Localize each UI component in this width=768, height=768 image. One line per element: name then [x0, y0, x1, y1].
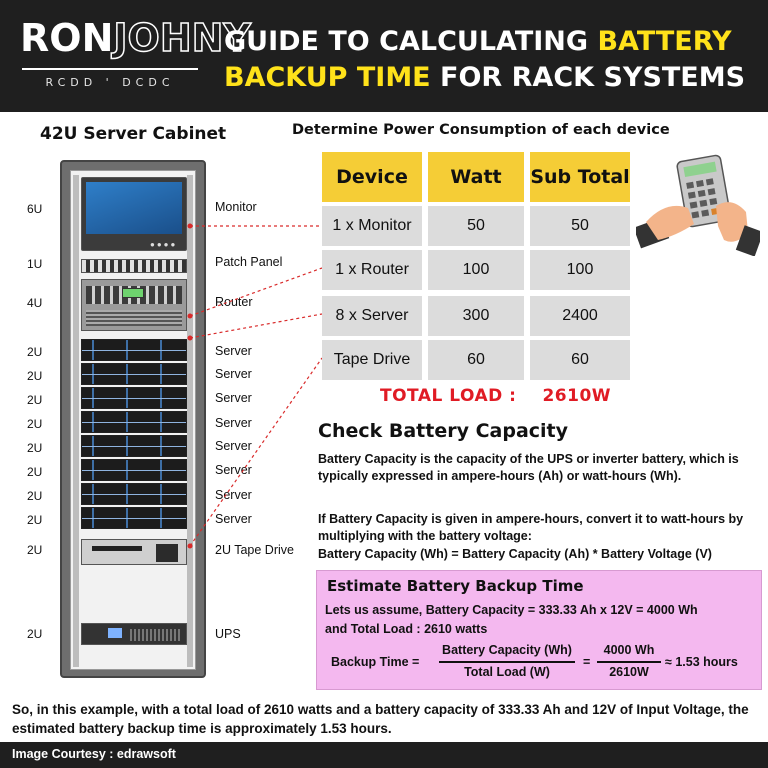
rack-rail-left: [73, 175, 79, 667]
device-label: Patch Panel: [215, 255, 283, 269]
router-device: [81, 279, 187, 331]
page-title: [224, 24, 760, 96]
table-cell: 50: [530, 206, 630, 246]
tape-slot: [92, 546, 142, 551]
logo-subtitle: RCDD ' DCDC: [45, 76, 175, 89]
check-battery-para1: Battery Capacity is the capacity of the UPS or inverter battery, which is typically expressed in ampere-hours (Ah) or watt-hours (Wh).: [318, 452, 739, 483]
unit-label: 2U: [27, 465, 43, 479]
formula-label: Backup Time =: [331, 655, 420, 669]
unit-label: 2U: [27, 393, 43, 407]
unit-label: 2U: [27, 345, 43, 359]
formula-result: ≈ 1.53 hours: [665, 655, 738, 669]
total-load: [380, 386, 611, 406]
tape-drive-device: [81, 539, 187, 565]
table-cell: 1 x Router: [322, 250, 422, 290]
unit-label: 1U: [27, 257, 43, 271]
server-device: [81, 363, 187, 385]
router-vent: [86, 310, 182, 326]
logo-name: [20, 16, 251, 60]
ups-screen: [108, 628, 122, 638]
device-label: Server: [215, 488, 252, 502]
table-header-subtotal: Sub Total: [530, 152, 630, 202]
title-part1: GUIDE TO CALCULATING: [224, 26, 598, 57]
device-label: Server: [215, 463, 252, 477]
brand-logo: [12, 10, 251, 100]
estimate-assumption: Lets us assume, Battery Capacity = 333.33 Ah x 12V = 4000 Wh: [325, 603, 698, 617]
server-device: [81, 387, 187, 409]
formula-equals: =: [583, 655, 591, 669]
table-header-device: Device: [322, 152, 422, 202]
server-device: [81, 507, 187, 529]
device-label: Router: [215, 295, 253, 309]
table-cell: 60: [530, 340, 630, 380]
tape-control: [156, 544, 178, 562]
table-title: Determine Power Consumption of each device: [292, 122, 670, 138]
formula-value-denominator: 2610W: [609, 665, 649, 679]
battery-capacity-formula: Battery Capacity (Wh) = Battery Capacity (Ah) * Battery Voltage (V): [318, 547, 712, 561]
estimate-box: [316, 570, 762, 690]
unit-label: 2U: [27, 441, 43, 455]
formula-value-bar: [597, 661, 661, 663]
device-label: 2U Tape Drive: [215, 543, 294, 557]
unit-label: 2U: [27, 369, 43, 383]
footer-bar: [0, 742, 768, 768]
header-banner: [0, 0, 768, 112]
router-display: [122, 288, 144, 298]
table-cell: Tape Drive: [322, 340, 422, 380]
table-header-watt: Watt: [428, 152, 524, 202]
server-device: [81, 339, 187, 361]
unit-label: 2U: [27, 513, 43, 527]
server-device: [81, 459, 187, 481]
monitor-screen: [86, 182, 182, 234]
estimate-load: and Total Load : 2610 watts: [325, 622, 488, 636]
device-label: Server: [215, 367, 252, 381]
server-device: [81, 411, 187, 433]
formula-fraction-bar: [439, 661, 575, 663]
connector-tape-drive: [190, 358, 322, 546]
cabinet-title: 42U Server Cabinet: [40, 124, 227, 144]
table-cell: 1 x Monitor: [322, 206, 422, 246]
device-label: Server: [215, 512, 252, 526]
logo-secondary: JOHNY: [113, 16, 251, 60]
monitor-buttons: ●●●●: [150, 240, 178, 249]
server-device: [81, 483, 187, 505]
total-load-value: 2610W: [542, 386, 612, 406]
device-label: Server: [215, 391, 252, 405]
table-cell: 100: [530, 250, 630, 290]
unit-label: 4U: [27, 296, 43, 310]
check-battery-title: Check Battery Capacity: [318, 420, 569, 442]
formula-numerator: Battery Capacity (Wh): [442, 643, 572, 657]
ups-device: [81, 623, 187, 645]
device-label: Server: [215, 344, 252, 358]
total-load-label: TOTAL LOAD :: [380, 386, 517, 406]
connector-router: [190, 268, 322, 316]
title-part2: FOR RACK SYSTEMS: [430, 62, 746, 93]
table-cell: 60: [428, 340, 524, 380]
conclusion-text: So, in this example, with a total load of 2610 watts and a battery capacity of 333.33 Ah and 12V of Input Voltage, the estimated battery backup time is approximately 1.53 hours.: [12, 702, 749, 736]
device-label: Server: [215, 416, 252, 430]
table-cell: 50: [428, 206, 524, 246]
unit-label: 2U: [27, 489, 43, 503]
formula-denominator: Total Load (W): [464, 665, 550, 679]
logo-primary: RON: [20, 16, 114, 60]
calculator-icon: [636, 152, 760, 256]
server-cabinet: [60, 160, 206, 678]
estimate-title: Estimate Battery Backup Time: [327, 577, 584, 595]
monitor-device: [81, 177, 187, 251]
server-device: [81, 435, 187, 457]
table-cell: 100: [428, 250, 524, 290]
ups-vent: [130, 629, 180, 641]
logo-divider: [22, 68, 198, 70]
unit-label: 6U: [27, 202, 43, 216]
unit-label: 2U: [27, 627, 43, 641]
cabinet-interior: [70, 170, 196, 670]
device-label: Monitor: [215, 200, 257, 214]
image-courtesy: Image Courtesy : edrawsoft: [12, 747, 176, 761]
rack-rail-right: [187, 175, 193, 667]
device-label: UPS: [215, 627, 241, 641]
unit-label: 2U: [27, 417, 43, 431]
table-cell: 300: [428, 296, 524, 336]
unit-label: 2U: [27, 543, 43, 557]
formula-value-numerator: 4000 Wh: [603, 643, 655, 657]
patch-panel-device: [81, 259, 187, 273]
device-label: Server: [215, 439, 252, 453]
connector-server: [190, 314, 322, 338]
table-cell: 8 x Server: [322, 296, 422, 336]
check-battery-para2: If Battery Capacity is given in ampere-hours, convert it to watt-hours by multiplying with the battery voltage:: [318, 512, 744, 543]
table-cell: 2400: [530, 296, 630, 336]
title-highlight2: BACKUP TIME: [224, 62, 431, 93]
title-highlight1: BATTERY: [597, 26, 732, 57]
